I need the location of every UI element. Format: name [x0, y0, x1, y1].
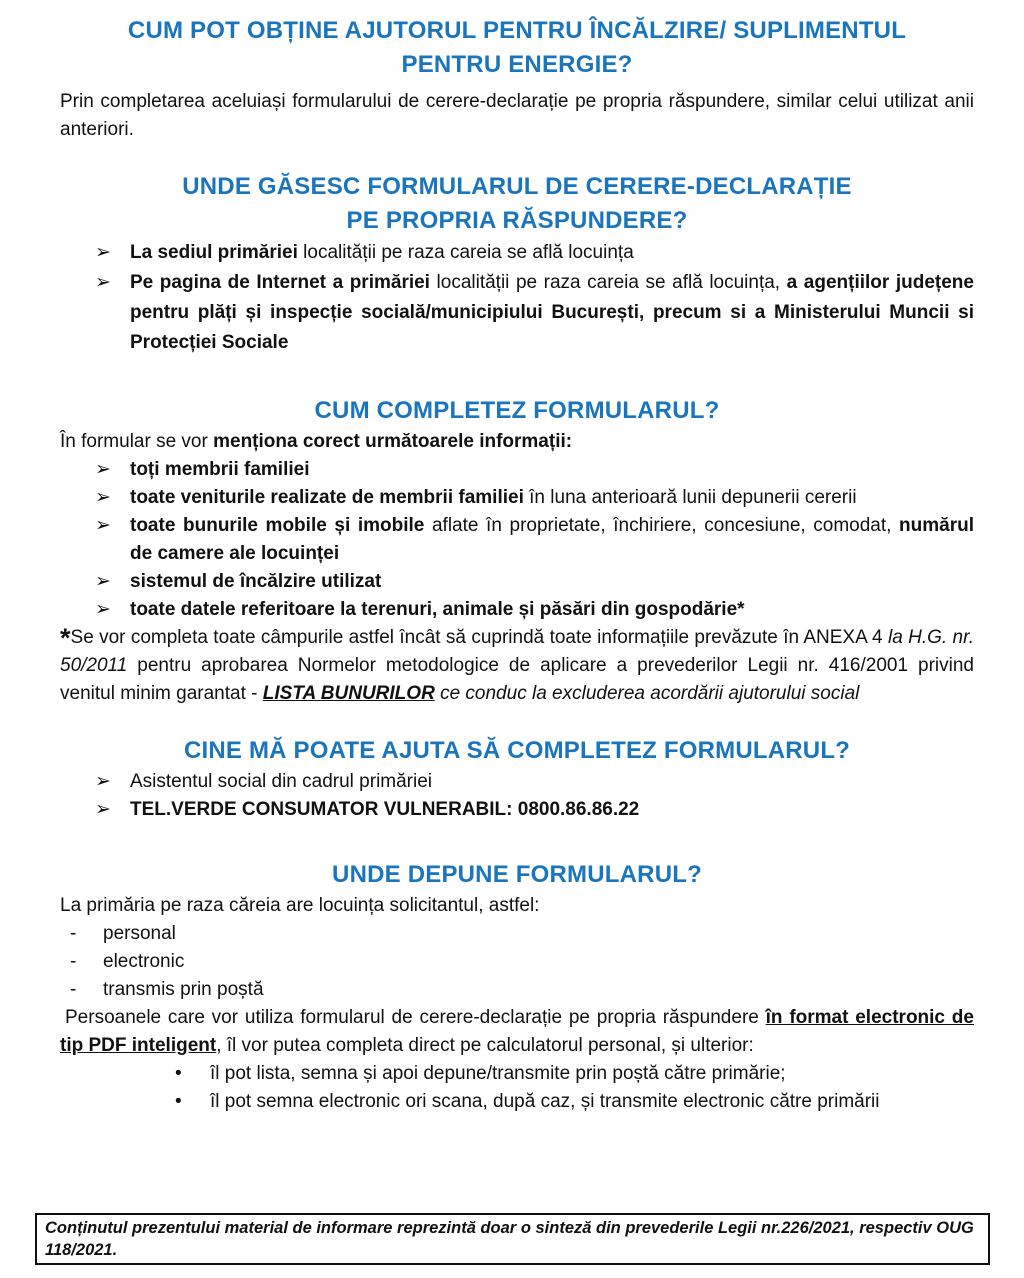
heading-line: CUM POT OBȚINE AJUTORUL PENTRU ÎNCĂLZIRE/ SUPLIMENTUL [127, 17, 907, 44]
dash-bullet-icon: - [70, 979, 77, 1000]
list-item [60, 484, 974, 512]
list-item [60, 512, 974, 568]
submit-methods-list [60, 920, 974, 1004]
text-run: Pe pagina de Internet a primăriei [130, 272, 430, 293]
list-item-text: Asistentul social din cadrul primăriei [130, 771, 433, 792]
list-item-text: transmis prin poștă [103, 979, 264, 1000]
text-run: Persoanele care vor utiliza formularul de cerere-declarație pe propria răspundere [65, 1007, 766, 1028]
list-item [60, 920, 974, 948]
list-item [60, 568, 974, 596]
list-item [60, 238, 974, 268]
list-item [60, 456, 974, 484]
list-item-text: personal [103, 923, 176, 944]
text-run: ce conduc la excluderea acordării ajutorului social [434, 683, 860, 704]
who-can-help-list [60, 768, 974, 824]
text-run: În formular se vor [60, 431, 214, 452]
list-item-text: îl pot lista, semna și apoi depune/transmite prin poștă către primărie; [210, 1063, 786, 1084]
green-line-phone: TEL.VERDE CONSUMATOR VULNERABIL: 0800.86.86.22 [130, 799, 640, 820]
list-item [60, 796, 974, 824]
text-run: menționa corect următoarele informații: [213, 431, 573, 452]
list-item-text: îl pot semna electronic ori scana, după caz, și transmite electronic către primării [210, 1091, 880, 1112]
text-run: La sediul primăriei [130, 242, 298, 263]
list-item-text [130, 268, 974, 358]
arrow-bullet-icon: ➢ [95, 571, 111, 592]
dash-bullet-icon: - [70, 923, 77, 944]
asterisk-marker: * [60, 623, 71, 653]
text-run: localității pe raza careia se află locuința [297, 242, 634, 263]
where-submit-intro: La primăria pe raza căreia are locuința solicitantul, astfel: [60, 895, 540, 916]
list-item-text [130, 512, 974, 568]
text-run: numărul de camere ale locuinței [130, 515, 974, 564]
arrow-bullet-icon: ➢ [95, 515, 111, 536]
text-run: toate bunurile mobile și imobile [130, 515, 425, 536]
text-run: pentru aprobarea Normelor metodologice de aplicare a prevederilor Legii nr. 416/2001 privind venitul minim garantat - [60, 655, 974, 704]
list-item-text: electronic [103, 951, 185, 972]
arrow-bullet-icon: ➢ [95, 242, 111, 263]
list-item-text [130, 596, 974, 624]
arrow-bullet-icon: ➢ [95, 771, 111, 792]
where-find-list [60, 238, 974, 358]
heading-line: PENTRU ENERGIE? [401, 51, 633, 78]
list-item [60, 268, 974, 358]
pdf-paragraph [60, 1004, 974, 1060]
text-run: toate datele referitoare la terenuri, animale și păsări din gospodărie* [130, 599, 745, 620]
arrow-bullet-icon: ➢ [95, 459, 111, 480]
intro-paragraph: Prin completarea aceluiași formularului de cerere-declarație pe propria răspundere, similar celui utilizat anii anteriori. [60, 91, 974, 140]
list-item [60, 1060, 974, 1088]
footnote-paragraph [60, 624, 974, 708]
text-run: în luna anterioară lunii depunerii cererii [523, 487, 857, 508]
fill-form-intro [60, 428, 974, 456]
dot-bullet-icon: • [175, 1091, 182, 1112]
text-run: la H.G. nr. 50/2011 [60, 627, 974, 676]
arrow-bullet-icon: ➢ [95, 272, 111, 293]
text-run: a agențiilor județene pentru plăți și inspecție socială/municipiului București, precum si a Ministerului Muncii si Protecției Sociale [130, 272, 974, 353]
heading-line: PE PROPRIA RĂSPUNDERE? [346, 207, 688, 234]
heading-where-submit: UNDE DEPUNE FORMULARUL? [332, 861, 702, 888]
heading-where-find-form [60, 170, 974, 238]
list-item [60, 948, 974, 976]
list-item-text [130, 238, 974, 268]
pdf-options-list [60, 1060, 974, 1116]
text-run: Se vor completa toate câmpurile astfel încât să cuprindă toate informațiile prevăzute în ANEXA 4 [70, 627, 888, 648]
list-item [60, 1088, 974, 1116]
dot-bullet-icon: • [175, 1063, 182, 1084]
heading-who-can-help: CINE MĂ POATE AJUTA SĂ COMPLETEZ FORMULARUL? [183, 737, 851, 764]
text-run: în format electronic de tip PDF inteligent [60, 1007, 974, 1056]
list-item [60, 596, 974, 624]
text-run: localității pe raza careia se află locuința, [429, 272, 787, 293]
arrow-bullet-icon: ➢ [95, 799, 111, 820]
arrow-bullet-icon: ➢ [95, 599, 111, 620]
list-item-text [130, 484, 974, 512]
heading-obtain-help [60, 14, 974, 82]
text-run: toți membrii familiei [130, 459, 310, 480]
text-run: toate veniturile realizate de membrii familiei [130, 487, 524, 508]
legal-footer: Conținutul prezentului material de informare reprezintă doar o sinteză din prevederile Legii nr.226/2021, respectiv OUG 118/2021. [35, 1213, 990, 1265]
text-run: , îl vor putea completa direct pe calculatorul personal, și ulterior: [216, 1035, 754, 1056]
list-item-text [130, 456, 974, 484]
text-run: sistemul de încălzire utilizat [130, 571, 382, 592]
text-run: LISTA BUNURILOR [262, 683, 435, 704]
list-item-text [130, 568, 974, 596]
text-run: aflate în proprietate, închiriere, concesiune, comodat, [424, 515, 900, 536]
list-item [60, 768, 974, 796]
heading-line: UNDE GĂSESC FORMULARUL DE CERERE-DECLARAȚIE [182, 173, 852, 200]
arrow-bullet-icon: ➢ [95, 487, 111, 508]
dash-bullet-icon: - [70, 951, 77, 972]
fill-form-list [60, 456, 974, 624]
heading-how-fill-form: CUM COMPLETEZ FORMULARUL? [314, 397, 720, 424]
list-item [60, 976, 974, 1004]
